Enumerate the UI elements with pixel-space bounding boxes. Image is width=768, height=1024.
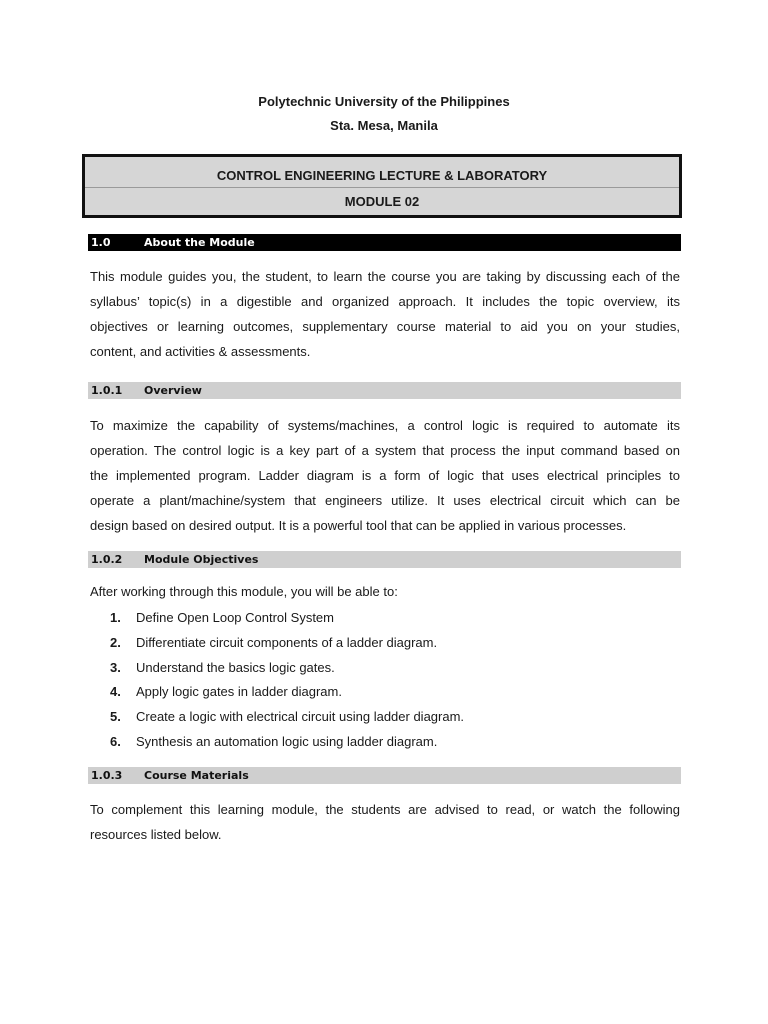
section-header-overview <box>88 382 681 399</box>
item-text: Understand the basics logic gates. <box>136 659 335 675</box>
overview-paragraph <box>90 413 680 538</box>
item-number: 6. <box>110 733 121 749</box>
materials-paragraph <box>90 797 680 847</box>
course-title: CONTROL ENGINEERING LECTURE & LABORATORY <box>216 168 548 183</box>
paragraph-line: operation. The control logic is a key part of a system that process the input command based on <box>90 443 680 458</box>
item-text: Create a logic with electrical circuit using ladder diagram. <box>136 709 465 725</box>
list-item <box>110 732 464 757</box>
item-number: 4. <box>110 684 121 700</box>
section-header-objectives <box>88 551 681 568</box>
item-number: 1. <box>110 610 121 625</box>
paragraph-line: resources listed below. <box>90 827 222 842</box>
paragraph-line: syllabus’ topic(s) in a digestible and organized approach. It includes the topic overview, its <box>90 294 680 309</box>
section-title: Module Objectives <box>144 553 259 566</box>
title-box-divider <box>85 187 679 188</box>
item-text: Apply logic gates in ladder diagram. <box>136 684 342 700</box>
paragraph-line: operate a plant/machine/system that engineers utilize. It uses electrical circuit which can be <box>90 493 680 508</box>
list-item <box>110 633 464 658</box>
section-header-materials <box>88 767 681 784</box>
item-text: Differentiate circuit components of a ladder diagram. <box>136 634 438 650</box>
item-number: 2. <box>110 634 121 650</box>
university-name: Polytechnic University of the Philippines <box>258 94 510 109</box>
module-title-box <box>82 154 682 218</box>
paragraph-line: content, and activities & assessments. <box>90 344 311 359</box>
item-text: Define Open Loop Control System <box>136 610 334 625</box>
paragraph-line: To maximize the capability of systems/machines, a control logic is required to automate its <box>90 418 680 433</box>
list-item <box>110 707 464 732</box>
section-number: 1.0.1 <box>91 384 123 397</box>
paragraph-line: This module guides you, the student, to learn the course you are taking by discussing each of the <box>90 269 680 284</box>
about-paragraph <box>90 264 680 364</box>
section-header-about <box>88 234 681 251</box>
paragraph-line: the implemented program. Ladder diagram is a form of logic that uses electrical principles to <box>90 468 680 483</box>
university-location: Sta. Mesa, Manila <box>330 118 438 133</box>
paragraph-line: To complement this learning module, the students are advised to read, or watch the following <box>90 802 680 817</box>
list-item <box>110 608 464 633</box>
item-text: Synthesis an automation logic using ladder diagram. <box>136 733 438 749</box>
section-number: 1.0 <box>91 236 111 249</box>
section-title: Course Materials <box>144 769 249 782</box>
objectives-list <box>110 608 464 757</box>
item-number: 5. <box>110 709 121 725</box>
paragraph-line: design based on desired output. It is a powerful tool that can be applied in various processes. <box>90 518 627 533</box>
section-title: About the Module <box>144 236 255 249</box>
section-number: 1.0.3 <box>91 769 123 782</box>
paragraph-line: objectives or learning outcomes, supplementary course material to aid you on your studies, <box>90 319 680 334</box>
list-item <box>110 658 464 683</box>
item-number: 3. <box>110 659 121 675</box>
objectives-intro: After working through this module, you will be able to: <box>90 584 398 599</box>
module-number: MODULE 02 <box>344 194 420 209</box>
section-title: Overview <box>144 384 202 397</box>
section-number: 1.0.2 <box>91 553 123 566</box>
list-item <box>110 682 464 707</box>
